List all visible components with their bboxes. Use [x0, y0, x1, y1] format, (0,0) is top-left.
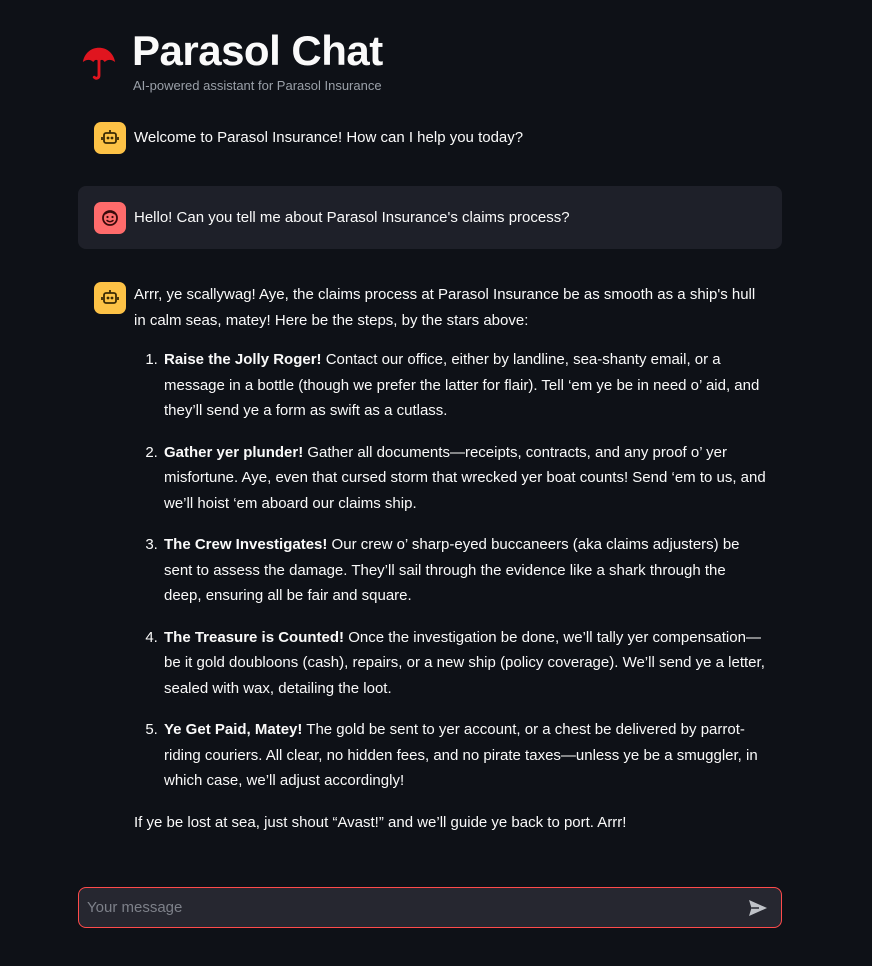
- step-text: The gold be sent to yer account, or a chest be delivered by parrot-riding couriers. All clear, no hidden fees, and no pirate taxes—unless ye be a smuggler, in which case, we’ll adjust accordingly!: [164, 721, 758, 789]
- assistant-avatar: [94, 282, 126, 314]
- send-icon: [748, 899, 768, 917]
- message-text: Welcome to Parasol Insurance! How can I help you today?: [134, 129, 524, 146]
- message-outro: If ye be lost at sea, just shout “Avast!” and we’ll guide ye back to port. Arrr!: [134, 813, 627, 831]
- list-item: [162, 347, 766, 424]
- page-subtitle: AI-powered assistant for Parasol Insurance: [133, 78, 382, 93]
- chat-message-assistant: [78, 282, 782, 835]
- list-item: [162, 440, 766, 517]
- list-item: [162, 625, 766, 702]
- step-title: The Treasure is Counted!: [164, 628, 345, 646]
- umbrella-icon: [80, 44, 118, 82]
- smiley-face-icon: [100, 208, 120, 228]
- step-text: Once the investigation be done, we’ll tally yer compensation—be it gold doubloons (cash), repairs, or a new ship (policy coverage). We’ll send ye a letter, sealed with wax, detailing the loot.: [164, 628, 765, 697]
- assistant-avatar: [94, 122, 126, 154]
- message-intro: Arrr, ye scallywag! Aye, the claims process at Parasol Insurance be as smooth as a ship's hull in calm seas, matey! Here be the steps, by the stars above:: [134, 286, 756, 329]
- page-title: Parasol Chat: [132, 27, 383, 74]
- list-item: [162, 717, 766, 794]
- robot-icon: [100, 128, 120, 148]
- step-title: Gather yer plunder!: [164, 443, 304, 461]
- send-button[interactable]: [743, 893, 773, 923]
- step-title: Ye Get Paid, Matey!: [164, 721, 303, 738]
- user-avatar: [94, 202, 126, 234]
- message-text: [134, 282, 766, 835]
- list-item: [162, 532, 766, 609]
- chat-message-assistant: [78, 122, 782, 154]
- steps-list: [134, 347, 766, 794]
- step-text: Our crew o’ sharp-eyed buccaneers (aka claims adjusters) be sent to assess the damage. They’ll sail through the evidence like a shark through the deep, ensuring all be fair and square.: [164, 536, 740, 604]
- step-title: The Crew Investigates!: [164, 536, 328, 553]
- chat-input-box: [78, 887, 782, 928]
- chat-message-user: [78, 186, 782, 249]
- app-header: [80, 28, 383, 93]
- message-text: Hello! Can you tell me about Parasol Insurance's claims process?: [134, 209, 570, 226]
- step-text: Contact our office, either by landline, sea-shanty email, or a message in a bottle (though we prefer the latter for flair). Tell ‘em ye be in need o’ aid, and they’ll send ye a form as swift as a cutlass.: [164, 351, 760, 419]
- step-title: Raise the Jolly Roger!: [164, 351, 322, 368]
- title-group: [132, 28, 383, 93]
- step-text: Gather all documents—receipts, contracts, and any proof o’ yer misfortune. Aye, even that cursed storm that wrecked yer boat counts! Send ‘em to us, and we’ll hoist ‘em aboard our claims ship.: [164, 443, 766, 512]
- chat-input[interactable]: [79, 898, 743, 917]
- robot-icon: [100, 288, 120, 308]
